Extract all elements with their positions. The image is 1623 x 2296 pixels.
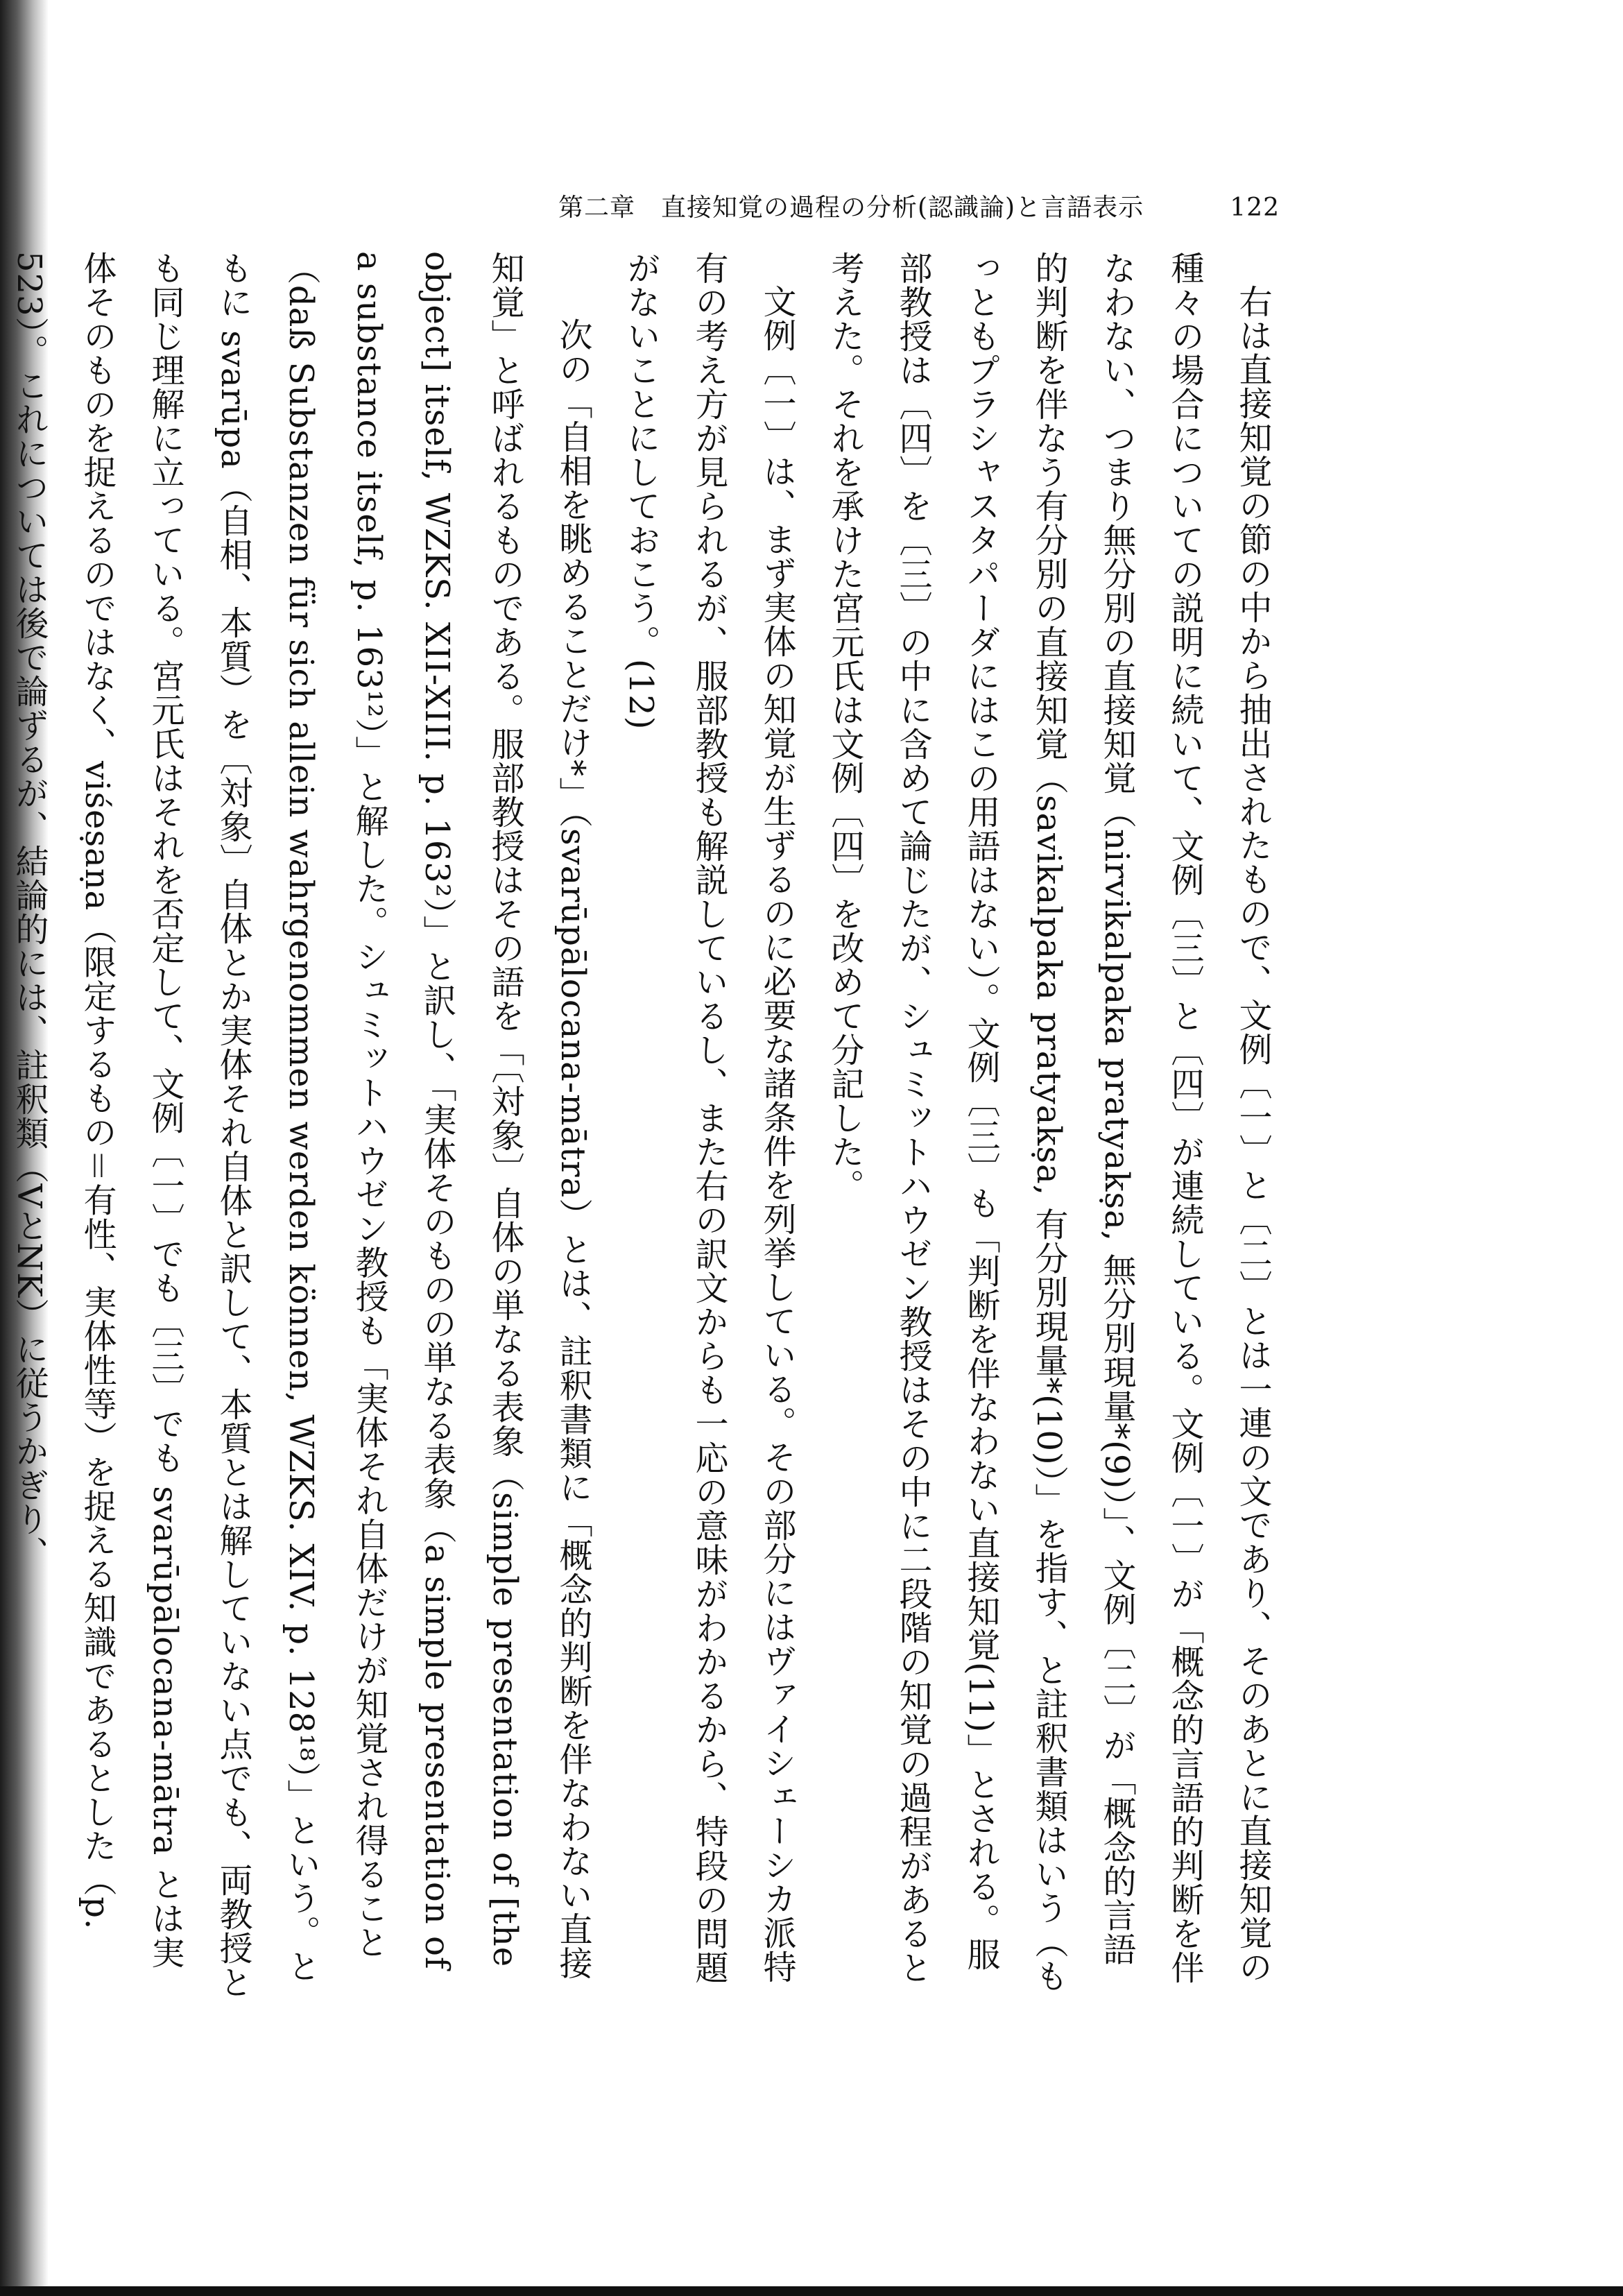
paragraph-2: 文例〔一〕は、まず実体の知覚が生ずるのに必要な諸条件を列挙している。その部分にはヴァイシェーシカ派特有の考え方が見られるが、服部教授も解説しているし、また右の訳文からも一応の意味がわかるから、特段の問題がないことにしておこう。(12)	[621, 251, 796, 1985]
scan-shadow-bottom	[0, 2286, 1623, 2296]
running-head	[558, 186, 1280, 230]
body-text	[10, 251, 1287, 1999]
chapter-title: 第二章 直接知覚の過程の分析(認識論)と言語表示	[558, 194, 1144, 222]
paragraph-1: 右は直接知覚の節の中から抽出されたもので、文例〔一〕と〔二〕とは一連の文であり、そのあとに直接知覚の種々の場合についての説明に続いて、文例〔三〕と〔四〕が連続している。文例〔一〕が「概念的言語的判断を伴なわない、つまり無分別の直接知覚（nirvikalpaka pratyakṣa, 無分別現量*(9)）」、文例〔二〕が「概念的言語的判断を伴なう有分別の直接知覚（savikalpaka pratyakṣa, 有分別現量*(10)）」を指す、と註釈書類はいう（もっともプラシャスタパーダにはこの用語はない）。文例〔三〕も「判断を伴なわない直接知覚(11)」とされる。服部教授は〔四〕を〔三〕の中に含めて論じたが、シュミットハウゼン教授はその中に二段階の知覚の過程があると考えた。それを承けた宮元氏は文例〔四〕を改めて分記した。	[825, 251, 1272, 1993]
page-number: 122	[1230, 194, 1280, 222]
paragraph-3: 次の「自相を眺めることだけ*」（svarūpālocana-mātra）とは、註釈書類に「概念的判断を伴なわない直接知覚」と呼ばれるものである。服部教授はその語を「〔対象〕自体の単なる表象（simple presentation of [the object] itself, WZKS. XII-XIII. p. 163²）」と訳し、「実体そのものの単なる表象（a simple presentation of a substance itself, p. 163¹²）」と解した。シュミットハウゼン教授も「実体それ自体だけが知覚され得ること（daß Substanzen für sich allein wahrgenommen werden können, WZKS. XIV. p. 128¹⁸）」という。ともに svarūpa（自相、本質）を〔対象〕自体とか実体それ自体と訳して、本質とは解していない点でも、両教授とも同じ理解に立っている。宮元氏はそれを否定して、文例〔一〕でも〔三〕でも svarūpālocana-mātra とは実体そのものを捉えるのではなく、viśeṣaṇa（限定するもの＝有性、実体性等）を捉える知識であるとした（p. 523）。これについては後で論ずるが、結論的には、註釈類（VとNK）に従うかぎり、	[10, 251, 592, 1999]
